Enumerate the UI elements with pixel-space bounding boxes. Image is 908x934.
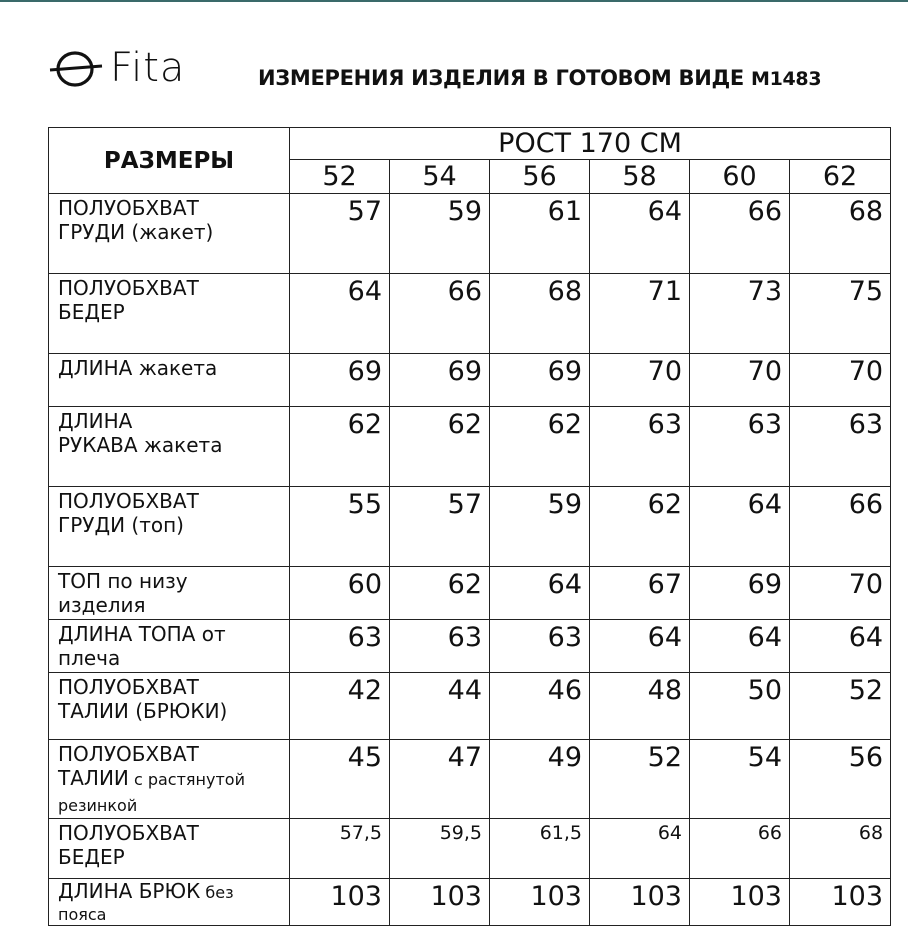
value-cell: 75 [790,274,891,354]
value-cell: 66 [690,819,790,879]
value-cell: 66 [690,194,790,274]
value-cell: 63 [690,407,790,487]
value-cell: 70 [590,354,690,407]
fita-logo-icon [48,48,104,88]
value-cell: 62 [490,407,590,487]
table-row [49,487,891,567]
row-label: ДЛИНА ТОПА от плеча [49,620,290,673]
value-cell: 61,5 [490,819,590,879]
value-cell: 64 [690,487,790,567]
table-row [49,194,891,274]
value-cell: 64 [590,819,690,879]
value-cell: 50 [690,673,790,740]
sizes-header: РАЗМЕРЫ [49,128,290,194]
value-cell: 57 [290,194,390,274]
value-cell: 49 [490,740,590,819]
value-cell: 68 [790,819,891,879]
value-cell: 64 [590,620,690,673]
value-cell: 69 [290,354,390,407]
value-cell: 64 [490,567,590,620]
value-cell: 60 [290,567,390,620]
row-label: ДЛИНА БРЮК без пояса [49,879,290,926]
value-cell: 56 [790,740,891,819]
height-header: РОСТ 170 СМ [290,128,891,160]
value-cell: 68 [790,194,891,274]
value-cell: 103 [290,879,390,926]
value-cell: 103 [790,879,891,926]
table-row [49,274,891,354]
table-row [49,567,891,620]
table-row [49,819,891,879]
row-label: ПОЛУОБХВАТ БЕДЕР [49,819,290,879]
size-header: 52 [290,160,390,194]
size-header: 58 [590,160,690,194]
table-row [49,620,891,673]
value-cell: 46 [490,673,590,740]
size-header: 56 [490,160,590,194]
value-cell: 64 [590,194,690,274]
title-main: ИЗМЕРЕНИЯ ИЗДЕЛИЯ В ГОТОВОМ ВИДЕ [258,66,751,90]
row-label: ПОЛУОБХВАТ ГРУДИ (жакет) [49,194,290,274]
value-cell: 103 [490,879,590,926]
row-label: ПОЛУОБХВАТ ТАЛИИ (БРЮКИ) [49,673,290,740]
value-cell: 45 [290,740,390,819]
value-cell: 66 [790,487,891,567]
row-label: ПОЛУОБХВАТ ТАЛИИ с растянутой резинкой [49,740,290,819]
value-cell: 70 [690,354,790,407]
logo-text: Fita [110,45,186,91]
row-label: ПОЛУОБХВАТ БЕДЕР [49,274,290,354]
value-cell: 63 [790,407,891,487]
value-cell: 59 [490,487,590,567]
value-cell: 59,5 [390,819,490,879]
value-cell: 62 [390,407,490,487]
value-cell: 69 [390,354,490,407]
value-cell: 68 [490,274,590,354]
value-cell: 59 [390,194,490,274]
value-cell: 63 [390,620,490,673]
value-cell: 57 [390,487,490,567]
table-row [49,740,891,819]
value-cell: 71 [590,274,690,354]
value-cell: 64 [690,620,790,673]
row-label: ТОП по низу изделия [49,567,290,620]
value-cell: 73 [690,274,790,354]
value-cell: 103 [590,879,690,926]
value-cell: 44 [390,673,490,740]
value-cell: 66 [390,274,490,354]
size-header: 62 [790,160,891,194]
table-row [49,407,891,487]
header-row-height [49,128,891,160]
value-cell: 70 [790,567,891,620]
row-label: ДЛИНА жакета [49,354,290,407]
value-cell: 47 [390,740,490,819]
value-cell: 42 [290,673,390,740]
size-header: 54 [390,160,490,194]
value-cell: 103 [690,879,790,926]
table-row [49,879,891,926]
value-cell: 55 [290,487,390,567]
row-label: ПОЛУОБХВАТ ГРУДИ (топ) [49,487,290,567]
value-cell: 57,5 [290,819,390,879]
value-cell: 67 [590,567,690,620]
value-cell: 54 [690,740,790,819]
value-cell: 103 [390,879,490,926]
value-cell: 63 [590,407,690,487]
value-cell: 62 [590,487,690,567]
value-cell: 63 [290,620,390,673]
table-row [49,354,891,407]
table-row [49,673,891,740]
value-cell: 63 [490,620,590,673]
value-cell: 62 [290,407,390,487]
value-cell: 52 [590,740,690,819]
value-cell: 70 [790,354,891,407]
value-cell: 69 [490,354,590,407]
row-label: ДЛИНА РУКАВА жакета [49,407,290,487]
value-cell: 61 [490,194,590,274]
value-cell: 64 [290,274,390,354]
size-chart-table [48,127,891,926]
size-header: 60 [690,160,790,194]
value-cell: 48 [590,673,690,740]
value-cell: 69 [690,567,790,620]
top-divider-line [0,0,908,2]
brand-logo [48,44,185,92]
page-title [258,66,821,90]
value-cell: 64 [790,620,891,673]
value-cell: 62 [390,567,490,620]
model-number: М1483 [750,68,822,90]
value-cell: 52 [790,673,891,740]
